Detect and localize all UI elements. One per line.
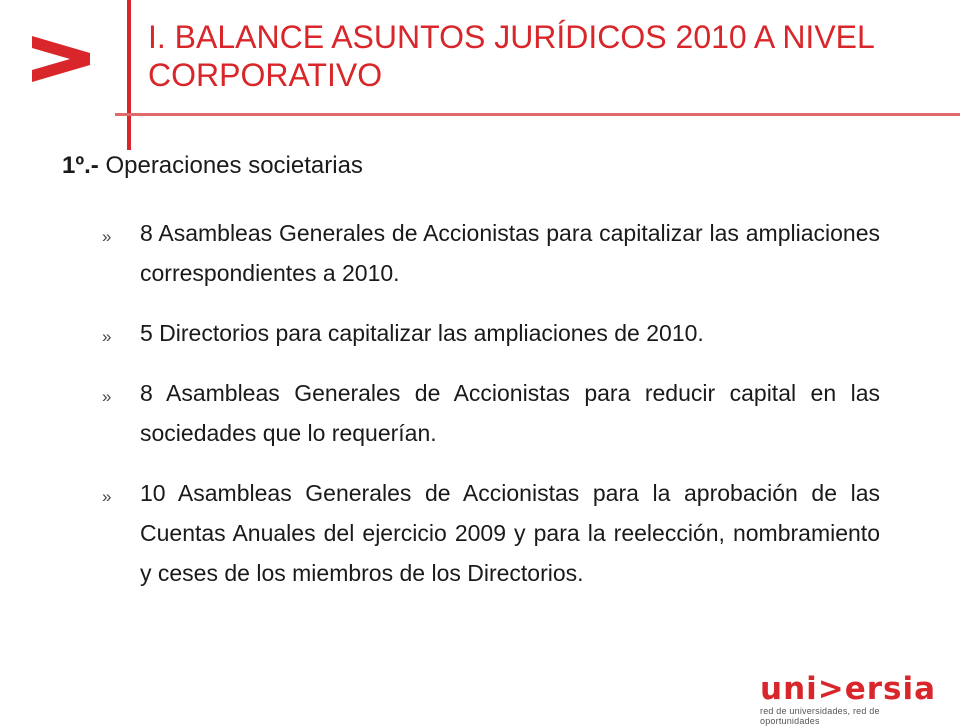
bullet-text: 8 Asambleas Generales de Accionistas para reducir capital en las sociedades que lo requerían.: [140, 380, 880, 446]
bullet-text: 8 Asambleas Generales de Accionistas para capitalizar las ampliaciones correspondientes a 2010.: [140, 220, 880, 286]
list-item: [100, 373, 880, 453]
bullet-marker: »: [102, 387, 112, 406]
list-item: [100, 473, 880, 593]
bullet-marker: »: [102, 227, 112, 246]
logo-wordmark: uni>ersia: [760, 671, 937, 707]
page-title: I. BALANCE ASUNTOS JURÍDICOS 2010 A NIVEL CORPORATIVO: [148, 19, 874, 93]
chevron-right-icon: [32, 36, 90, 82]
bullet-marker: »: [102, 487, 112, 506]
list-item: [100, 313, 880, 353]
universia-logo: [760, 673, 940, 726]
bullet-marker: »: [102, 327, 112, 346]
section-number: 1º.-: [62, 152, 99, 179]
section-heading: [62, 152, 363, 180]
list-item: [100, 213, 880, 293]
vertical-divider-line: [127, 0, 131, 150]
horizontal-divider-line: [115, 113, 960, 116]
bullet-text: 10 Asambleas Generales de Accionistas para la aprobación de las Cuentas Anuales del ejercicio 2009 y para la reelección, nombramiento y ceses de los miembros de los Directorios.: [140, 480, 880, 586]
section-label: Operaciones societarias: [105, 152, 363, 179]
bullet-list: [100, 213, 880, 613]
logo-tagline: red de universidades, red de oportunidades: [760, 706, 880, 726]
bullet-text: 5 Directorios para capitalizar las ampliaciones de 2010.: [140, 320, 704, 346]
